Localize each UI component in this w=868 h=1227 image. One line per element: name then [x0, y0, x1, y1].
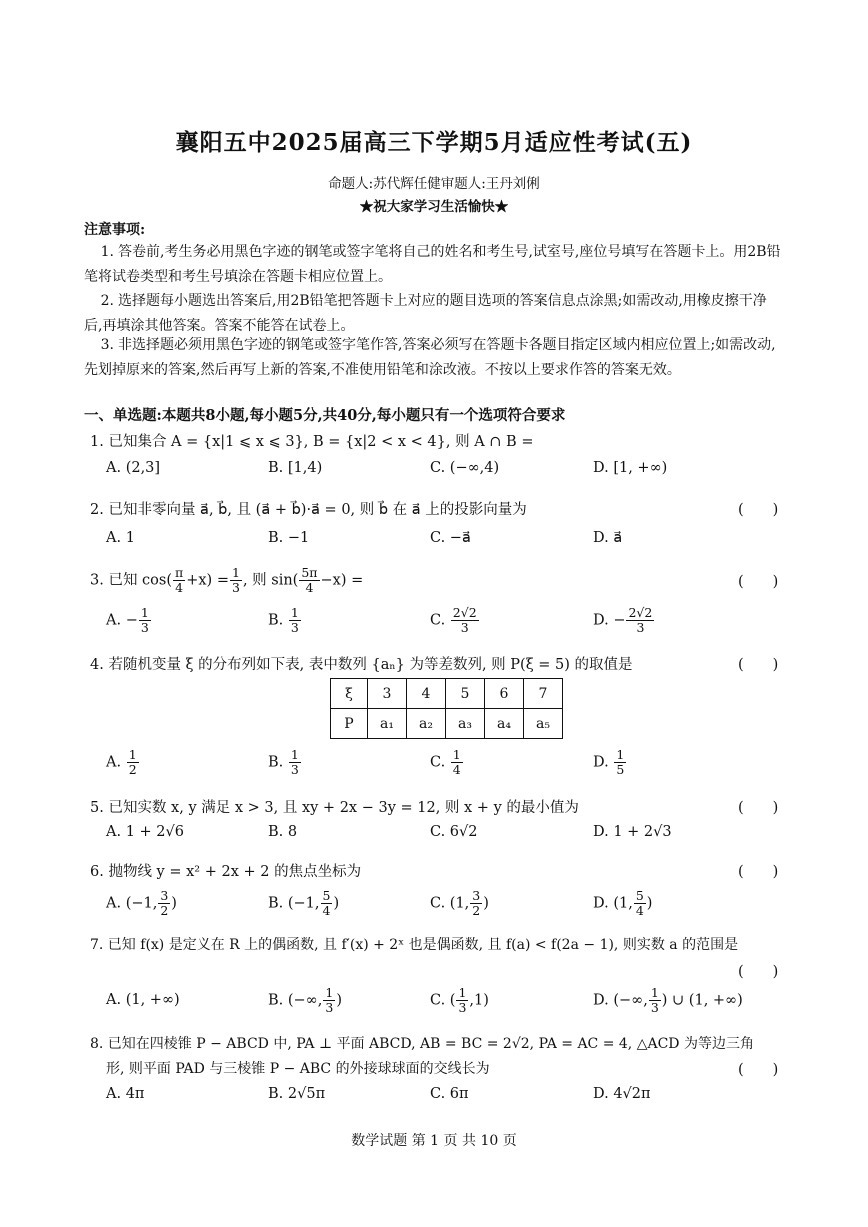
q4-option-d: D. $\frac{1}{5}$ [593, 747, 625, 777]
notice-item-number: 2. [100, 293, 114, 309]
page-title: 襄阳五中2025届高三下学期5月适应性考试(五) [175, 129, 693, 156]
question-6-stem: 6. 抛物线 y = x² + 2x + 2 的焦点坐标为 [90, 864, 362, 880]
authors-line: 命题人:苏代辉任健审题人:王丹刘俐 [328, 176, 540, 192]
distribution-table [330, 678, 563, 739]
q2-option-c: C. −a⃗ [430, 530, 471, 546]
table-cell: a₄ [485, 709, 524, 739]
q3-option-b: B. $\frac{1}{3}$ [268, 605, 299, 635]
answer-bracket: ( ) [738, 574, 779, 590]
table-row [331, 679, 563, 709]
question-1-stem: 1. 已知集合 A = {x|1 ⩽ x ⩽ 3}, B = {x|2 < x < 4}, 则 A ∩ B = [90, 434, 534, 450]
table-cell: 3 [368, 679, 407, 709]
q3-option-c: C. $\frac{2√2}{3}$ [430, 605, 477, 635]
q8-option-b: B. 2√5π [268, 1086, 326, 1102]
fraction: $\frac{\pi}{4}$ [175, 565, 184, 595]
table-cell: 7 [524, 679, 563, 709]
table-cell: ξ [331, 679, 368, 709]
q1-option-a: A. (2,3] [106, 460, 161, 476]
page-footer: 数学试题 第 1 页 共 10 页 [351, 1133, 517, 1149]
question-2-stem: 2. 已知非零向量 a⃗, b⃗, 且 (a⃗ + b⃗)·a⃗ = 0, 则 b⃗ 在 a⃗ 上的投影向量为 [90, 502, 527, 518]
q3-option-d: D. − $\frac{2√2}{3}$ [593, 605, 653, 635]
table-cell: a₅ [524, 709, 563, 739]
notice-item-text: 答卷前,考生务必用黑色字迹的钢笔或签字笔将自己的姓名和考生号,试室号,座位号填写在答题卡上。用2B铅笔将试卷类型和考生号填涂在答题卡相应位置上。 [84, 244, 781, 285]
q7-option-b: B. (−∞, $\frac{1}{3}$ ) [268, 985, 342, 1015]
question-4-stem: 4. 若随机变量 ξ 的分布列如下表, 表中数列 {aₙ} 为等差数列, 则 P(ξ = 5) 的取值是 [90, 657, 633, 673]
question-8-stem-line1: 8. 已知在四棱锥 P − ABCD 中, PA ⊥ 平面 ABCD, AB = BC = 2√2, PA = AC = 4, △ACD 为等边三角 [90, 1036, 754, 1052]
notice-item-text: 选择题每小题选出答案后,用2B铅笔把答题卡上对应的题目选项的答案信息点涂黑;如需改动,用橡皮擦干净后,再填涂其他答案。答案不能答在试卷上。 [84, 293, 767, 334]
answer-bracket: ( ) [738, 502, 779, 518]
table-cell: P [331, 709, 368, 739]
q1-option-d: D. [1, +∞) [593, 460, 668, 476]
question-7-stem: 7. 已知 f(x) 是定义在 R 上的偶函数, 且 f′(x) + 2ˣ 也是偶函数, 且 f(a) < f(2a − 1), 则实数 a 的范围是 [90, 937, 739, 953]
q5-option-d: D. 1 + 2√3 [593, 824, 672, 840]
q5-option-b: B. 8 [268, 824, 298, 840]
notice-item-3 [84, 333, 784, 382]
q8-option-d: D. 4√2π [593, 1086, 651, 1102]
table-cell: 6 [485, 679, 524, 709]
q3-stem-part: , 则 sin( [242, 572, 299, 589]
q7-option-c: C. ( $\frac{1}{3}$ ,1) [430, 985, 489, 1015]
q6-option-b: B. (−1, $\frac{5}{4}$ ) [268, 888, 340, 918]
q3-stem-part: +x) = [186, 572, 229, 589]
table-cell: a₂ [407, 709, 446, 739]
q2-option-a: A. 1 [106, 530, 135, 546]
q2-option-b: B. −1 [268, 530, 310, 546]
table-cell: a₃ [446, 709, 485, 739]
section-heading: 一、单选题:本题共8小题,每小题5分,共40分,每小题只有一个选项符合要求 [84, 407, 566, 424]
q5-option-a: A. 1 + 2√6 [106, 824, 184, 840]
q6-option-a: A. (−1, $\frac{3}{2}$ ) [106, 888, 177, 918]
q7-option-a: A. (1, +∞) [106, 992, 180, 1008]
q4-option-c: C. $\frac{1}{4}$ [430, 747, 461, 777]
table-cell: 5 [446, 679, 485, 709]
q6-option-d: D. (1, $\frac{5}{4}$ ) [593, 888, 653, 918]
question-5-stem: 5. 已知实数 x, y 满足 x > 3, 且 xy + 2x − 3y = 12, 则 x + y 的最小值为 [90, 800, 579, 816]
q4-option-b: B. $\frac{1}{3}$ [268, 747, 299, 777]
q7-option-d: D. (−∞, $\frac{1}{3}$ ) ∪ (1, +∞) [593, 985, 743, 1015]
q6-option-c: C. (1, $\frac{3}{2}$ ) [430, 888, 489, 918]
q8-option-c: C. 6π [430, 1086, 469, 1102]
notice-item-2 [84, 289, 784, 338]
q1-option-b: B. [1,4) [268, 460, 323, 476]
q3-option-a: A. − $\frac{1}{3}$ [106, 605, 149, 635]
notice-item-number: 3. [100, 337, 114, 353]
q8-option-a: A. 4π [106, 1086, 145, 1102]
q1-option-c: C. (−∞,4) [430, 460, 500, 476]
table-cell: 4 [407, 679, 446, 709]
motto-line: ★祝大家学习生活愉快★ [359, 199, 509, 215]
answer-bracket: ( ) [738, 864, 779, 880]
notice-item-1 [84, 240, 784, 289]
q4-option-a: A. $\frac{1}{2}$ [106, 747, 137, 777]
fraction: $\frac{5\pi}{4}$ [301, 565, 318, 595]
question-3-stem [90, 566, 363, 595]
q3-stem-part: −x) = [320, 572, 364, 589]
q3-stem-part: 3. 已知 cos( [90, 572, 173, 589]
q2-option-d: D. a⃗ [593, 530, 623, 546]
question-8-stem-line2: 形, 则平面 PAD 与三棱锥 P − ABC 的外接球球面的交线长为 [106, 1061, 490, 1077]
answer-bracket: ( ) [738, 800, 779, 816]
table-cell: a₁ [368, 709, 407, 739]
fraction: $\frac{1}{3}$ [231, 565, 240, 595]
answer-bracket: ( ) [738, 1062, 779, 1078]
table-row [331, 709, 563, 739]
answer-bracket: ( ) [738, 657, 779, 673]
notice-item-number: 1. [100, 244, 114, 260]
notice-item-text: 非选择题必须用黑色字迹的钢笔或签字笔作答,答案必须写在答题卡各题目指定区域内相应位置上;如需改动,先划掉原来的答案,然后再写上新的答案,不准使用铅笔和涂改液。不按以上要求作答的答案无效。 [84, 337, 776, 378]
notice-heading: 注意事项: [84, 222, 146, 238]
q5-option-c: C. 6√2 [430, 824, 478, 840]
answer-bracket: ( ) [738, 964, 779, 980]
